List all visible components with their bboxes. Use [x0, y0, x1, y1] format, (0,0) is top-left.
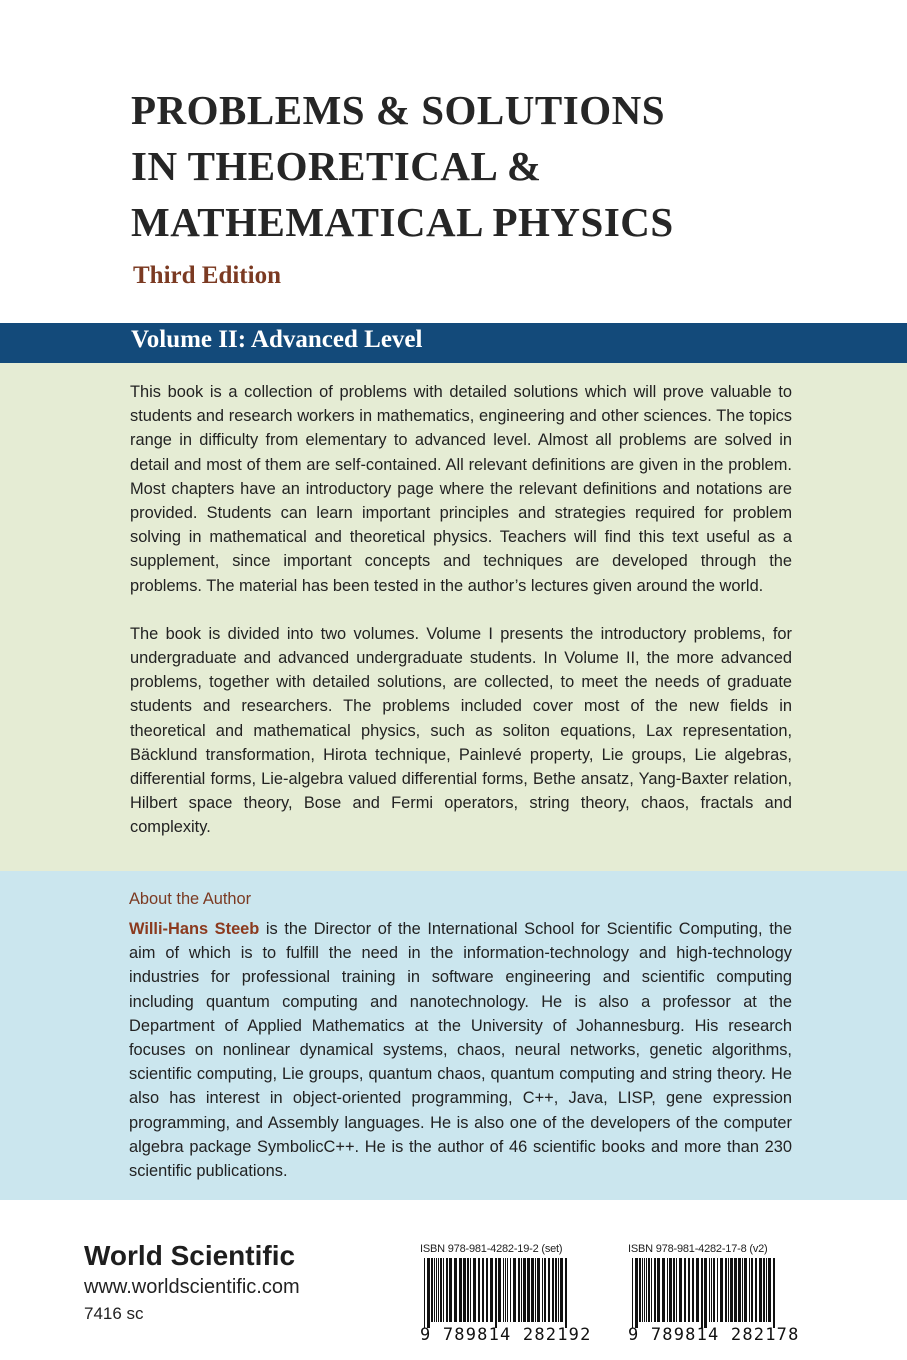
- barcode-bar: [635, 1258, 638, 1328]
- barcode-bar: [679, 1258, 682, 1322]
- barcode-bar: [510, 1258, 511, 1322]
- barcode-bar: [639, 1258, 641, 1322]
- barcode-bar: [713, 1258, 715, 1322]
- barcode-bar: [676, 1258, 677, 1322]
- barcode-bar: [527, 1258, 530, 1322]
- barcode-bar: [454, 1258, 457, 1322]
- barcode-bar: [535, 1258, 536, 1322]
- barcode-bar: [728, 1258, 729, 1322]
- description-panel: [0, 363, 907, 871]
- barcode-bar: [684, 1258, 686, 1322]
- barcode-bar: [542, 1258, 543, 1322]
- barcode-bar: [646, 1258, 647, 1322]
- barcode-bar: [560, 1258, 563, 1322]
- title-line-2: IN THEORETICAL &: [131, 143, 542, 189]
- barcode-bar: [470, 1258, 471, 1322]
- barcode-bar: [544, 1258, 546, 1322]
- publisher-block: [84, 1240, 300, 1326]
- barcode-bar: [755, 1258, 757, 1322]
- barcode-bar: [648, 1258, 650, 1322]
- barcode-bar: [749, 1258, 750, 1322]
- barcode-bar: [734, 1258, 737, 1322]
- title-line-3: MATHEMATICAL PHYSICS: [131, 199, 674, 245]
- barcode-bar: [768, 1258, 771, 1322]
- barcode-bar: [555, 1258, 557, 1322]
- publisher-url: www.worldscientific.com: [84, 1276, 300, 1298]
- barcode-bar: [632, 1258, 633, 1328]
- barcode-bar: [498, 1258, 501, 1322]
- barcode-volume-digits: 9 789814 282178: [628, 1325, 800, 1345]
- barcode-bar: [443, 1258, 444, 1322]
- barcode-bar: [644, 1258, 645, 1322]
- barcode-bar: [725, 1258, 727, 1322]
- barcode-bar: [548, 1258, 550, 1322]
- author-name: Willi-Hans Steeb: [129, 920, 260, 938]
- barcode-bar: [552, 1258, 554, 1322]
- barcode-bar: [688, 1258, 690, 1322]
- barcode-bar: [424, 1258, 425, 1328]
- barcode-bar: [717, 1258, 718, 1322]
- barcode-bar: [537, 1258, 540, 1322]
- barcode-bar: [482, 1258, 484, 1322]
- description-paragraph-2: The book is divided into two volumes. Volume I presents the introductory problems, for undergraduate and advanced undergraduate students. In Volume II, the more advanced problems, together with detailed solutions, are collected, to meet the needs of graduate students and researchers. The problems included cover most of the new fields in theoretical and mathematical physics, such as soliton equations, Lax representation, Bäcklund transformation, Hirota technique, Painlevé property, Lie groups, Lie algebras, differential forms, Lie-algebra valued differential forms, Bethe ansatz, Yang-Baxter relation, Hilbert space theory, Bose and Fermi operators, string theory, chaos, fractals and complexity.: [130, 624, 792, 837]
- barcode-bar: [436, 1258, 437, 1322]
- barcode-bar: [523, 1258, 526, 1322]
- barcode-bar: [738, 1258, 741, 1322]
- barcode-bar: [473, 1258, 476, 1322]
- volume-label: Volume II: Advanced Level: [131, 326, 423, 353]
- barcode-bar: [651, 1258, 652, 1322]
- barcode-bar: [744, 1258, 747, 1322]
- barcode-bar: [438, 1258, 439, 1322]
- description-paragraph-1: This book is a collection of problems with detailed solutions which will prove valuable to students and research workers in mathematics, engineering and other sciences. The topics range in difficulty from elementary to advanced level. Almost all problems are solved in detail and most of them are self-contained. All relevant definitions are given in the problem. Most chapters have an introductory page where the relevant definitions and notations are provided. Students can learn important principles and strategies required for problem solving in mathematical and theoretical physics. Teachers will find this text useful as a supplement, since important concepts and techniques are developed through the problems. The material has been tested in the author’s lectures given around the world.: [130, 383, 792, 595]
- barcode-volume-bars: [628, 1258, 780, 1328]
- barcode-bar: [720, 1258, 723, 1322]
- barcode-bar: [701, 1258, 703, 1328]
- edition-label: Third Edition: [133, 262, 281, 289]
- author-bio: [129, 917, 792, 1183]
- author-heading: About the Author: [129, 890, 252, 908]
- barcode-bar: [751, 1258, 753, 1322]
- barcode-bar: [434, 1258, 435, 1322]
- barcode-bar: [518, 1258, 520, 1322]
- barcode-bar: [704, 1258, 707, 1328]
- barcode-bar: [657, 1258, 660, 1322]
- publisher-code: 7416 sc: [84, 1304, 144, 1323]
- barcode-bar: [507, 1258, 508, 1322]
- isbn-volume-label: ISBN 978-981-4282-17-8 (v2): [628, 1243, 768, 1255]
- barcode-bar: [669, 1258, 672, 1322]
- barcode-bar: [696, 1258, 699, 1322]
- barcode-bar: [673, 1258, 675, 1322]
- barcode-bar: [513, 1258, 516, 1322]
- barcode-bar: [459, 1258, 462, 1322]
- description-text: [130, 380, 792, 864]
- barcode-bar: [742, 1258, 743, 1322]
- title-line-1: PROBLEMS & SOLUTIONS: [131, 87, 665, 133]
- barcode-bar: [495, 1258, 497, 1328]
- barcode-bar: [730, 1258, 733, 1322]
- barcode-bar: [446, 1258, 448, 1322]
- barcode-bar: [478, 1258, 480, 1322]
- barcode-bar: [558, 1258, 559, 1322]
- barcode-bar: [759, 1258, 762, 1322]
- barcode-volume: [628, 1243, 800, 1345]
- volume-banner: [0, 323, 907, 363]
- author-bio-text: is the Director of the International School for Scientific Computing, the aim of which is to fulfill the need in the information-technology and high-technology industries for professional training in software engineering and scientific computing including quantum computing and nanotechnology. He is also a professor at the Department of Applied Mathematics at the University of Johannesburg. His research focuses on nonlinear dynamical systems, chaos, neural networks, genetic algorithms, scientific computing, Lie groups, quantum chaos, quantum computing and string theory. He also has interest in object-oriented programming, C++, Java, LISP, gene expression programming, and Assembly languages. He is also one of the developers of the computer algebra package SymbolicC++. He is the author of 46 scientific books and more than 230 scientific publications.: [129, 920, 792, 1181]
- barcode-bar: [449, 1258, 452, 1322]
- barcode-bar: [773, 1258, 775, 1328]
- barcode-bar: [467, 1258, 469, 1322]
- author-panel: [0, 871, 907, 1200]
- barcode-set: [420, 1243, 592, 1345]
- barcode-bar: [531, 1258, 534, 1322]
- barcode-bar: [692, 1258, 694, 1322]
- barcode-bar: [505, 1258, 506, 1322]
- barcode-bar: [565, 1258, 567, 1328]
- publisher-name: World Scientific: [84, 1240, 296, 1271]
- barcode-bar: [486, 1258, 488, 1322]
- barcode-bar: [642, 1258, 643, 1322]
- barcode-bar: [503, 1258, 504, 1322]
- barcode-bar: [709, 1258, 710, 1322]
- barcode-bar: [654, 1258, 656, 1322]
- barcode-bar: [766, 1258, 767, 1322]
- barcode-set-bars: [420, 1258, 572, 1328]
- barcode-bar: [463, 1258, 466, 1322]
- isbn-set-label: ISBN 978-981-4282-19-2 (set): [420, 1243, 563, 1255]
- barcode-bar: [521, 1258, 522, 1322]
- barcode-bar: [763, 1258, 765, 1322]
- barcode-set-digits: 9 789814 282192: [420, 1325, 592, 1345]
- barcode-bar: [431, 1258, 433, 1322]
- barcode-bar: [490, 1258, 493, 1322]
- barcode-bar: [440, 1258, 442, 1322]
- barcode-bar: [427, 1258, 430, 1328]
- barcode-bar: [667, 1258, 668, 1322]
- book-title: [131, 82, 871, 250]
- barcode-bar: [662, 1258, 665, 1322]
- barcode-bar: [711, 1258, 712, 1322]
